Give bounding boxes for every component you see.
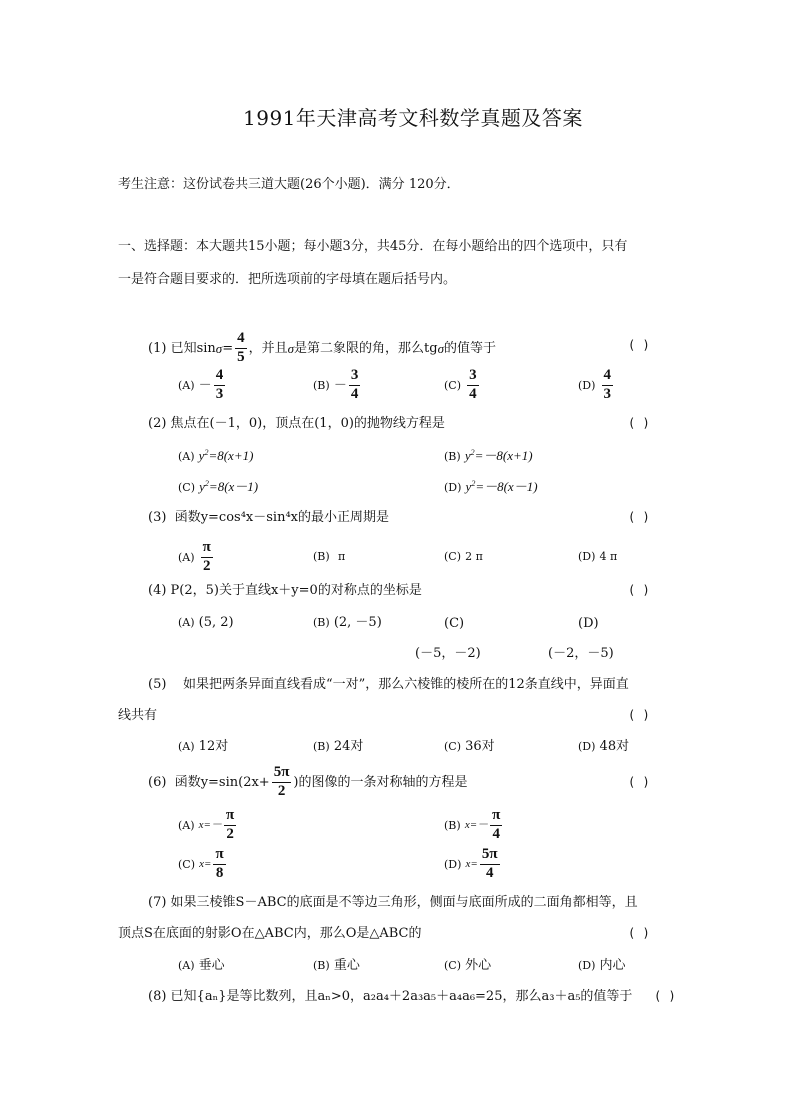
answer-bracket[interactable]: ( ) [628,338,650,352]
q1-option-d[interactable] [578,368,615,403]
question-text: ，并且 [248,340,288,356]
option-text: 24对 [333,739,364,754]
minus-sign: － [333,377,347,393]
q2-option-d[interactable] [444,480,538,494]
q4-option-c-text: (－5，－2) [415,646,481,661]
option-text: x=－ [464,818,489,831]
fraction-numerator: 5π [272,765,292,783]
question-text: 是第二象限的角，那么tg [294,340,438,356]
q1-option-c[interactable] [444,368,481,403]
option-text: =8(x+1) [208,448,254,463]
question-number: (3) [148,510,167,525]
sigma-symbol: σ [437,340,444,356]
q5-option-a[interactable] [178,740,228,753]
q3-option-c[interactable] [444,550,483,563]
sigma-symbol: σ [215,340,223,356]
minus-sign: － [198,377,212,393]
fraction-denominator: 4 [485,864,494,881]
option-label: (A) [178,818,195,832]
option-text: x= [199,857,212,870]
q1-option-a[interactable] [178,368,227,403]
equals-sign: = [222,340,234,356]
option-text: 内心 [599,958,626,973]
option-label: (C) [444,378,461,392]
option-text: 重心 [333,958,360,973]
option-text: (5, 2) [198,615,234,630]
question-8-stem: (8) 已知{aₙ}是等比数列，且aₙ>0，a₂a₄＋2a₃a₅＋a₄a₆=25，那么a₃＋a₅的值等于 [148,989,633,1004]
fraction-denominator: 2 [226,825,234,842]
fraction-numerator: π [490,808,502,826]
fraction-numerator: 3 [467,368,479,386]
question-3-stem [148,511,389,524]
answer-bracket[interactable]: ( ) [628,583,650,597]
q7-option-b[interactable] [313,959,360,972]
option-label: (A) [178,959,195,972]
fraction-denominator: 3 [215,385,224,402]
option-label: (A) [178,740,195,753]
question-5-stem-line2: 线共有 [118,708,158,723]
fraction-denominator: 2 [203,557,211,574]
answer-bracket[interactable]: ( ) [628,510,650,524]
question-number: (5) [148,677,167,692]
fraction-numerator: 4 [214,368,226,386]
fraction [224,808,236,843]
question-7-stem-line2: 顶点S在底面的射影O在△ABC内，那么O是△ABC的 [118,926,422,941]
option-text: 48对 [599,739,630,754]
section1-instruction-line1: 一、选择题：本大题共15小题；每小题3分，共45分．在每小题给出的四个选项中，只有 [118,239,628,254]
option-label: (A) [178,550,195,564]
fraction-denominator: 8 [215,864,224,881]
section1-instruction-line2: 一是符合题目要求的．把所选项前的字母填在题后括号内。 [118,272,457,287]
q4-option-c-label[interactable]: (C) [444,616,465,631]
option-label: (C) [444,740,461,753]
option-label: (B) [313,740,330,753]
option-label: (A) [178,378,195,392]
fraction-denominator: 4 [469,385,477,402]
option-label: (B) [444,818,461,832]
q4-option-d-text: (－2，－5) [548,646,614,661]
option-text: =8(x－1) [208,479,259,494]
q5-option-b[interactable] [313,740,363,753]
answer-bracket[interactable]: ( ) [628,708,650,722]
fraction-numerator: 4 [602,368,614,386]
option-text: =－8(x+1) [474,448,533,463]
fraction-denominator: 4 [492,825,500,842]
option-label: (B) [313,959,330,972]
y-squared: $y^2$ [464,448,475,463]
option-label: (B) [313,550,330,563]
option-text: π [337,550,346,563]
q4-option-d-label[interactable]: (D) [578,616,599,631]
question-text: )的图像的一条对称轴的方程是 [293,774,468,790]
question-text: 函数y=sin(2x+ [174,774,270,790]
q2-option-c[interactable] [178,480,258,494]
option-text: 4 π [599,550,618,563]
question-7-stem: (7) 如果三棱锥S－ABC的底面是不等边三角形，侧面与底面所成的二面角都相等，且 [148,895,638,910]
question-text: 如果把两条异面直线看成“一对”，那么六棱锥的棱所在的12条直线中，异面直 [182,677,629,692]
option-text: x= [465,857,478,870]
fraction [214,368,226,403]
q5-option-c[interactable] [444,740,495,753]
option-text: =－8(x－1) [475,479,538,494]
option-label: (C) [178,481,195,494]
sigma-symbol: σ [287,340,295,356]
question-2-stem: (2) 焦点在(－1，0)，顶点在(1，0)的抛物线方程是 [148,416,445,431]
option-label: (B) [313,378,330,392]
question-6-stem [148,765,468,800]
fraction-numerator: 3 [349,368,361,386]
fraction-denominator: 4 [350,385,359,402]
fraction-numerator: π [213,847,225,865]
question-text: 函数y=cos⁴x－sin⁴x的最小正周期是 [174,510,389,525]
question-5-stem [148,678,629,691]
option-label: (D) [578,550,596,563]
q7-option-d[interactable] [578,959,626,972]
q7-option-a[interactable] [178,959,225,972]
answer-bracket[interactable]: ( ) [628,416,650,430]
y-squared: $y^2$ [198,448,209,463]
fraction-denominator: 2 [277,782,286,799]
option-label: (C) [444,959,461,972]
q7-option-c[interactable] [444,959,491,972]
option-label: (D) [578,378,596,392]
fraction [349,368,361,403]
option-text: 36对 [465,739,495,754]
answer-bracket[interactable]: ( ) [654,989,676,1003]
option-text: (2, －5) [333,615,382,630]
option-text: x=－ [198,818,222,831]
q6-option-c[interactable] [178,847,228,882]
option-label: (C) [178,857,195,871]
fraction-denominator: 5 [237,348,245,365]
fraction-denominator: 3 [603,385,612,402]
fraction [602,368,614,403]
fraction [490,808,502,843]
fraction-numerator: π [201,540,213,558]
q3-option-b[interactable] [313,550,345,563]
fraction-numerator: π [224,808,236,826]
question-4-stem: (4) P(2，5)关于直线x＋y=0的对称点的坐标是 [148,583,422,598]
q6-option-d[interactable] [444,847,502,882]
option-text: 垂心 [198,958,225,973]
q6-option-a[interactable] [178,808,238,843]
option-label: (D) [578,740,596,753]
q2-option-b[interactable] [444,449,533,463]
q5-option-d[interactable] [578,740,629,753]
q2-option-a[interactable] [178,449,253,463]
q4-option-b[interactable] [313,616,382,629]
answer-bracket[interactable]: ( ) [628,926,650,940]
page-title: 1991年天津高考文科数学真题及答案 [243,106,583,130]
option-label: (D) [444,481,462,494]
option-text: 12对 [198,739,229,754]
fraction [201,540,213,575]
answer-bracket[interactable]: ( ) [628,775,650,789]
exam-notice: 考生注意：这份试卷共三道大题(26个小题)．满分 120分． [118,177,460,192]
question-text: 的值等于 [444,340,497,356]
fraction [235,331,247,366]
fraction [480,847,500,882]
q6-option-b[interactable] [444,808,504,843]
fraction [213,847,225,882]
option-text: 2 π [465,550,483,563]
option-label: (C) [444,550,461,563]
fraction-numerator: 5π [480,847,500,865]
option-label: (D) [578,959,596,972]
q4-option-a[interactable] [178,616,234,629]
question-text: 已知sin [170,340,216,356]
question-number: (6) [148,774,167,790]
option-label: (B) [313,616,330,629]
y-squared: $y^2$ [199,479,209,494]
option-label: (A) [178,450,195,463]
fraction [272,765,292,800]
q3-option-a[interactable] [178,540,215,575]
fraction-numerator: 4 [235,331,247,349]
option-label: (B) [444,450,461,463]
option-label: (D) [444,857,462,871]
y-squared: $y^2$ [465,479,476,494]
option-text: 外心 [465,958,492,973]
fraction [467,368,479,403]
q3-option-d[interactable] [578,550,617,563]
question-1-stem [148,331,496,366]
q1-option-b[interactable] [313,368,362,403]
option-label: (A) [178,616,195,629]
question-number: (1) [148,340,167,356]
